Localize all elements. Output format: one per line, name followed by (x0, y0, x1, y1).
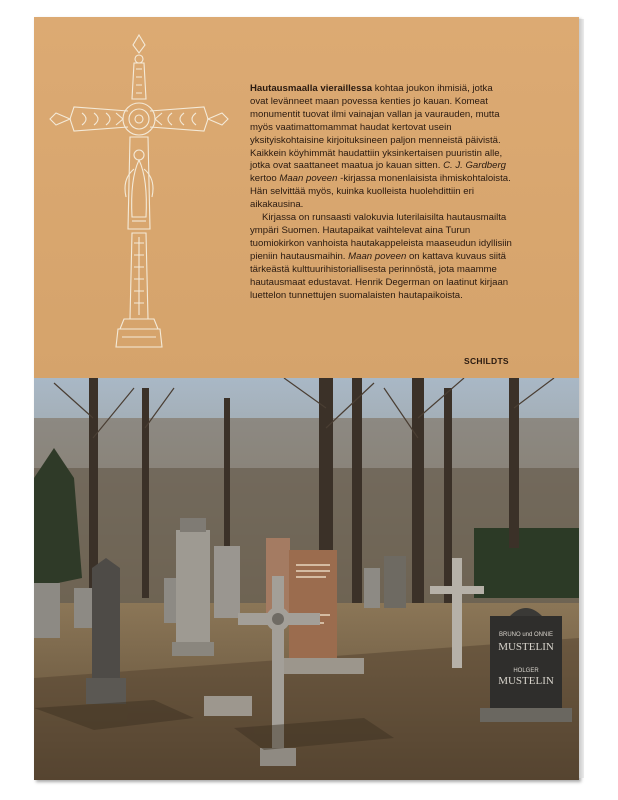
back-cover-blurb (250, 83, 512, 302)
headstone-text-line-2: MUSTELIN (498, 641, 554, 653)
blurb-text: on kattava kuvaus siitä tärkeästä kulttuurihistoriallisesta perinnöstä, jota maamme hautausmaat edustavat. Henrik Degerman on laatinut kirjaan luettelon tunnettujen suomalaisten hautapaikoista. (250, 250, 509, 301)
book-back-cover (34, 17, 579, 780)
author-name: C. J. Gardberg (443, 160, 506, 172)
ornamental-cross-illustration (44, 29, 234, 359)
blurb-text: -kirjassa monenlaisista ihmiskohtaloista. Hän selvittää myös, kuinka kuolleista huolehdittiin eri aikakausina. (250, 173, 511, 211)
blurb-paragraph-1 (250, 83, 512, 212)
book-title: Maan poveen (348, 250, 407, 262)
blurb-text: Kirjassa on runsaasti valokuvia luterilaisilta hautausmailta ympäri Suomen. Hautapaikat vaihtelevat aina Turun tuomiokirkon vanhoista hautakappeleista maaseudun idyllisiin pieniin hautausmaihin. (250, 212, 512, 262)
blurb-text: kertoo (250, 173, 280, 185)
blurb-lead-bold: Hautausmaalla vieraillessa (250, 83, 373, 94)
publisher-logo: SCHILDTS (464, 356, 509, 366)
headstone-text-line-4: MUSTELIN (498, 675, 554, 687)
book-title: Maan poveen (279, 173, 338, 185)
blurb-text: kohtaa joukon ihmisiä, jotka ovat levänneet maan povessa kenties jo kauan. Komeat monumentit tuovat ilmi vainajan vallan ja vaurauden, mutta myös vaatimattomammat haudat kertovat usein yksityiskohtaisine kirjoituksineen paljon menneistä päivistä. Kaikkein köyhimmät haudattiin yksinkertaisen puuristin alle, jotka ovat saattaneet maatua jo kauan sitten. (250, 83, 503, 172)
blurb-paragraph-2 (250, 212, 512, 302)
text-panel (34, 17, 579, 378)
cemetery-photo (34, 378, 579, 780)
book-page-edge (579, 19, 584, 778)
cemetery-scene (34, 378, 579, 780)
headstone-text-line-3: HOLGER (513, 668, 539, 674)
headstone-text-line-1: BRUNO und ONNIE (498, 632, 554, 638)
